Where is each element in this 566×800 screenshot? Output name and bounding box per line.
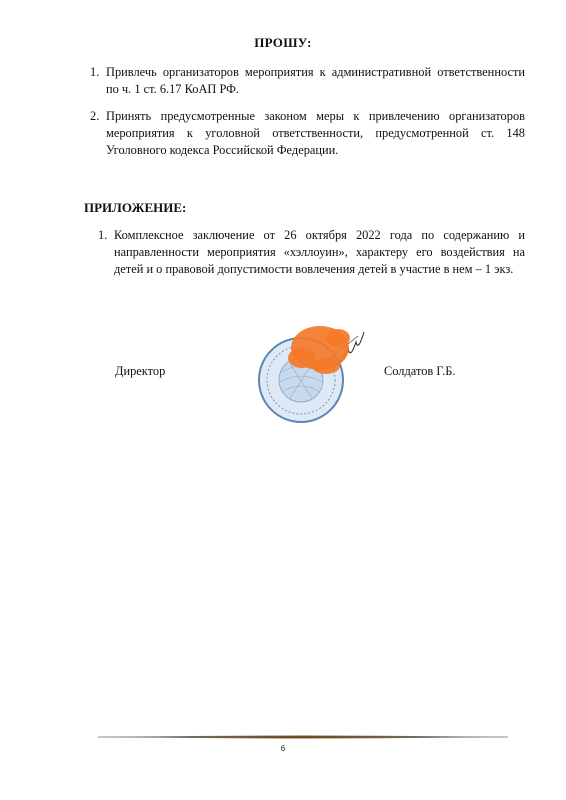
- signer-position: Директор: [115, 364, 166, 378]
- request-heading: ПРОШУ:: [254, 35, 312, 50]
- request-item-2-text: Принять предусмотренные законом меры к привлечению организаторов мероприятия к уголовной ответственности, предусмотренной ст. 148 Уголовного кодекса Российской Федерации.: [106, 109, 525, 157]
- request-item-1-text: Привлечь организаторов мероприятия к административной ответственности по ч. 1 ст. 6.17 КоАП РФ.: [106, 65, 525, 96]
- appendix-item-1-number: 1.: [98, 228, 108, 242]
- appendix-item-1: [98, 227, 525, 278]
- request-item-2: [90, 108, 525, 159]
- request-item-1-number: 1.: [90, 65, 100, 79]
- stamp-seal: [230, 322, 378, 424]
- page-number: 6: [280, 744, 286, 753]
- signer-name: Солдатов Г.Б.: [384, 364, 456, 378]
- appendix-heading: ПРИЛОЖЕНИЕ:: [84, 200, 187, 215]
- footer-divider: [98, 735, 508, 739]
- request-item-2-number: 2.: [90, 109, 100, 123]
- appendix-item-1-text: Комплексное заключение от 26 октября 2022 года по содержанию и направленности мероприятия «хэллоуин», характеру его воздействия на детей и о правовой допустимости вовлечения детей в участие в нем – 1 экз.: [114, 228, 525, 276]
- request-item-1: [90, 64, 525, 98]
